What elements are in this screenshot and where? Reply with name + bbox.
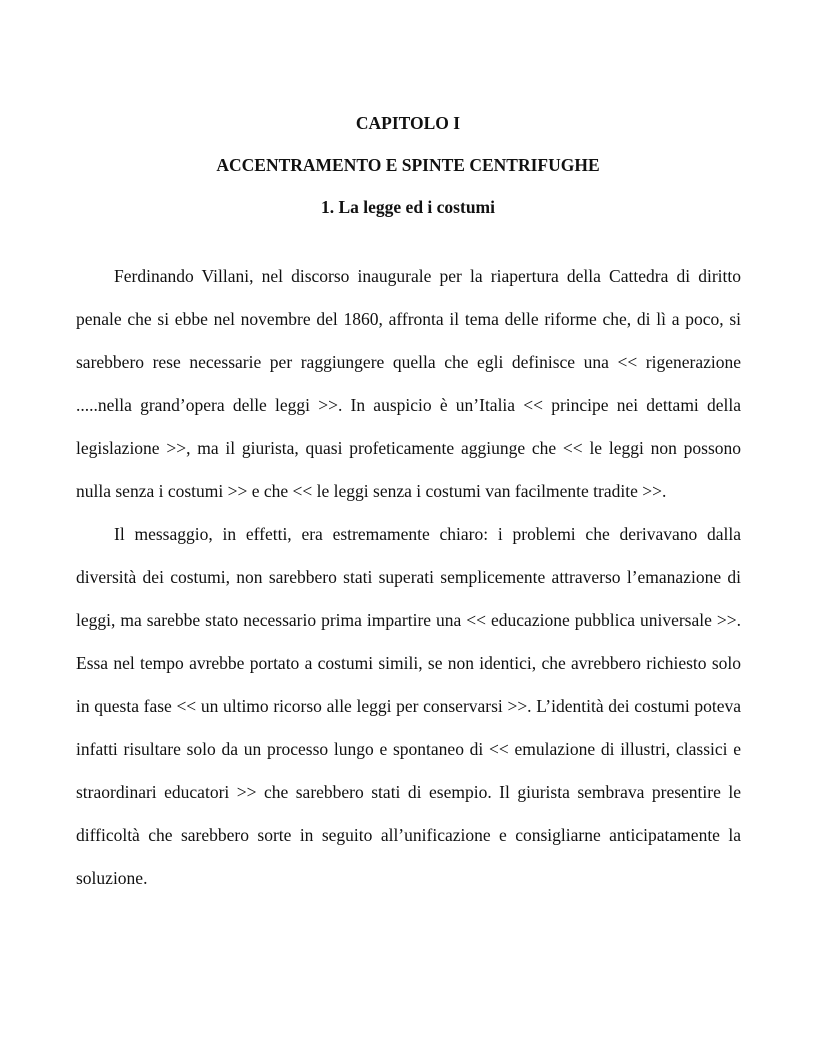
section-title: 1. La legge ed i costumi [320, 197, 495, 217]
body-text [76, 255, 741, 900]
paragraph-2: Il messaggio, in effetti, era estremamente chiaro: i problemi che derivavano dalla diversità dei costumi, non sarebbero stati superati semplicemente attraverso l’emanazione di leggi, ma sarebbe stato necessario prima impartire una << educazione pubblica universale >>. Essa nel tempo avrebbe portato a costumi simili, se non identici, che avrebbero richiesto solo in questa fase << un ultimo ricorso alle leggi per conservarsi >>. L’identità dei costumi poteva infatti risultare solo da un processo lungo e spontaneo di << emulazione di illustri, classici e straordinari educatori >> che sarebbero stati di esempio. Il giurista sembrava presentire le difficoltà che sarebbero sorte in seguito all’unificazione e consigliarne anticipatamente la soluzione. [76, 524, 741, 888]
paragraph-1: Ferdinando Villani, nel discorso inaugurale per la riapertura della Cattedra di diritto penale che si ebbe nel novembre del 1860, affronta il tema delle riforme che, di lì a poco, si sarebbero rese necessarie per raggiungere quella che egli definisce una << rigenerazione .....nella grand’opera delle leggi >>. In auspicio è un’Italia << principe nei dettami della legislazione >>, ma il giurista, quasi profeticamente aggiunge che << le leggi non possono nulla senza i costumi >> e che << le leggi senza i costumi van facilmente tradite >>. [76, 266, 741, 501]
chapter-heading: CAPITOLO I [355, 113, 461, 133]
chapter-title: ACCENTRAMENTO E SPINTE CENTRIFUGHE [216, 155, 600, 175]
